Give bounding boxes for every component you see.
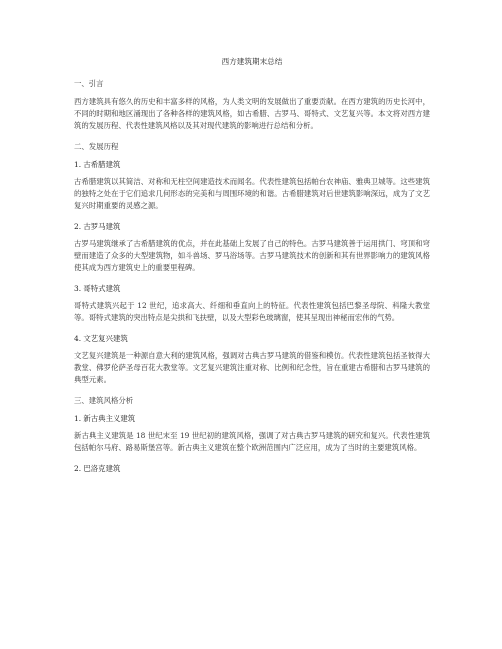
subheading-greek: 1. 古希腊建筑 — [74, 160, 121, 169]
section-heading-history: 二、发展历程 — [74, 142, 119, 151]
subheading-neoclassical: 1. 新古典主义建筑 — [74, 414, 136, 423]
subheading-renaissance: 4. 文艺复兴建筑 — [74, 334, 128, 343]
paragraph-neoclassical: 新古典主义建筑是 18 世纪末至 19 世纪初的建筑风格，强调了对古典古罗马建筑的研究和复兴。代表性建筑包括帕尔马府、路易斯堡宫等。新古典主义建筑在整个欧洲范围内广泛应用，成为了当时的主要建筑风格。 — [74, 431, 430, 452]
subheading-roman: 2. 古罗马建筑 — [74, 222, 121, 231]
document-body — [74, 56, 430, 480]
subheading-baroque: 2. 巴洛克建筑 — [74, 464, 121, 473]
section-heading-intro: 一、引言 — [74, 79, 104, 88]
page-title: 西方建筑期末总结 — [221, 57, 283, 66]
paragraph-renaissance: 文艺复兴建筑是一种源自意大利的建筑风格，强调对古典古罗马建筑的借鉴和模仿。代表性建筑包括圣彼得大教堂、佛罗伦萨圣母百花大教堂等。文艺复兴建筑注重对称、比例和纪念性，旨在重建古希腊和古罗马建筑的典型元素。 — [74, 351, 430, 384]
paragraph-roman: 古罗马建筑继承了古希腊建筑的优点，并在此基础上发展了自己的特色。古罗马建筑善于运用拱门、穹顶和穹壁而建造了众多的大型建筑物，如斗兽场、罗马浴场等。古罗马建筑技术的创新和其有世界影响力的建筑风格使其成为西方建筑史上的重要里程碑。 — [74, 239, 430, 272]
paragraph-gothic: 哥特式建筑兴起于 12 世纪，追求高大、纤细和垂直向上的特征。代表性建筑包括巴黎圣母院、科隆大教堂等。哥特式建筑的突出特点是尖拱和飞扶壁，以及大型彩色玻璃窗，使其呈现出神秘而宏伟的气势。 — [74, 301, 430, 322]
paragraph-intro: 西方建筑具有悠久的历史和丰富多样的风格，为人类文明的发展做出了重要贡献。在西方建筑的历史长河中，不同的时期和地区涌现出了各种各样的建筑风格，如古希腊、古罗马、哥特式、文艺复兴等。本文将对西方建筑的发展历程、代表性建筑风格以及其对现代建筑的影响进行总结和分析。 — [74, 97, 430, 130]
paragraph-greek: 古希腊建筑以其简洁、对称和无柱空间建造技术而闻名。代表性建筑包括帕台农神庙、雅典卫城等。这些建筑的独特之处在于它们追求几何形态的完美和与周围环境的和谐。古希腊建筑对后世建筑影响深远，成为了文艺复兴时期重要的灵感之源。 — [74, 177, 430, 210]
section-heading-style-analysis: 三、建筑风格分析 — [74, 396, 134, 405]
subheading-gothic: 3. 哥特式建筑 — [74, 284, 121, 293]
